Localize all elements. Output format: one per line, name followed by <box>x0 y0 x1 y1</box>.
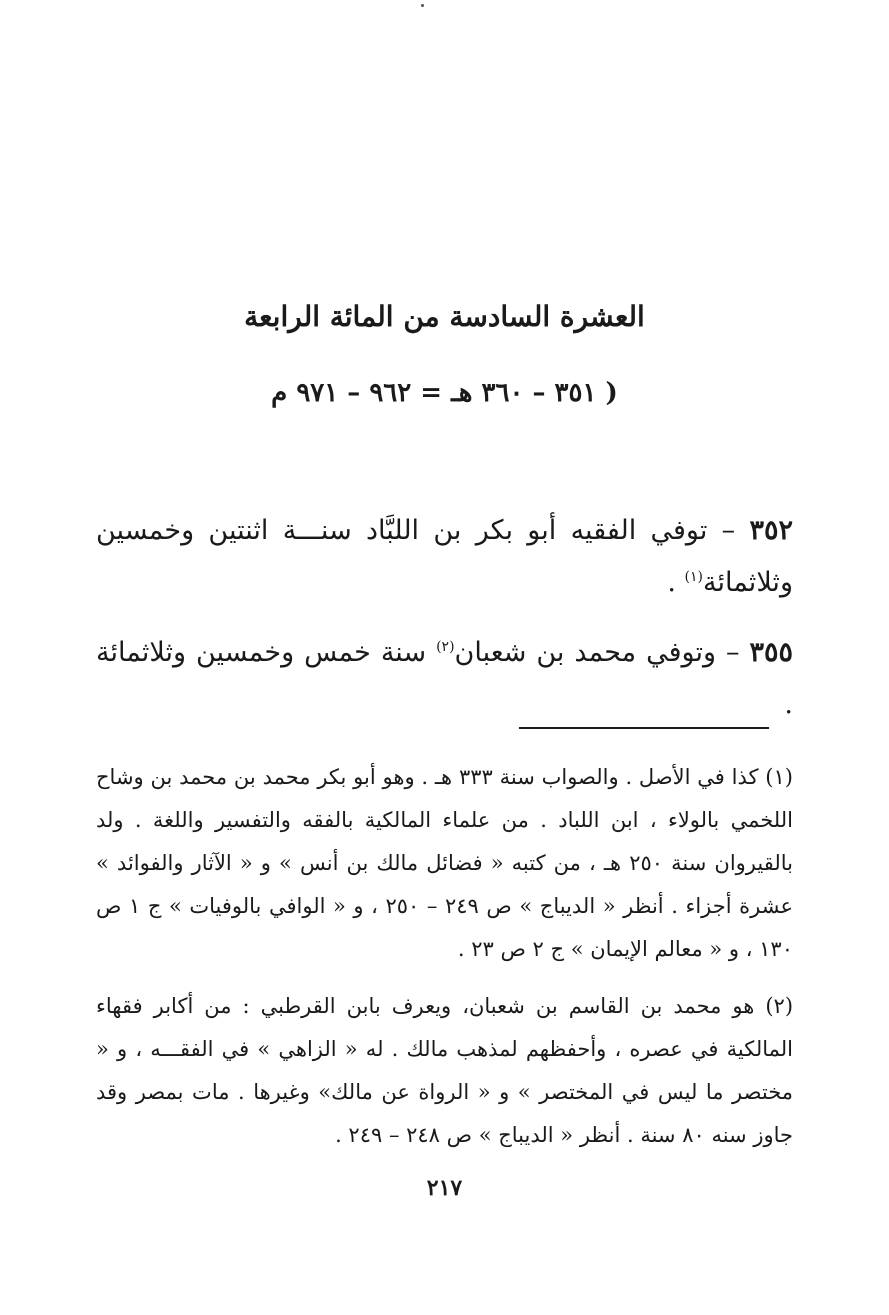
footnote-mark: (٢) <box>436 639 455 655</box>
section-title: العشرة السادسة من المائة الرابعة <box>244 300 645 333</box>
entry-number: ٣٥٥ <box>749 637 793 668</box>
entry-text: – توفي الفقيه أبو بكر بن اللبَّاد سنـــة اثنتين وخمسين وثلاثمائة <box>96 515 793 598</box>
footnote-1: (١) كذا في الأصل . والصواب سنة ٣٣٣ هـ . وهو أبو بكر محمد بن محمد بن وشاح اللخمي بالولاء ، ابن اللباد . من علماء المالكية بالفقه والتفسير واللغة . ولد بالقيروان سنة ٢٥٠ هـ ، من كتبه « فضائل مالك بن أنس » و « الآثار والفوائد » عشرة أجزاء . أنظر « الديباج » ص ٢٤٩ – ٢٥٠ ، و « الوافي بالوفيات » ج ١ ص ١٣٠ ، و « معالم الإيمان » ج ٢ ص ٢٣ . <box>96 765 794 961</box>
page-number: ٢١٧ <box>426 1175 463 1201</box>
entry-end: . <box>667 567 685 598</box>
footnote-2: (٢) هو محمد بن القاسم بن شعبان، ويعرف بابن القرطبي : من أكابر فقهاء المالكية في عصره ، وأحفظهم لمذهب مالك . له « الزاهي » في الفقـــه ، و « مختصر ما ليس في المختصر » و « الرواة عن مالك» وغيرها . مات بمصر وقد جاوز سنه ٨٠ سنة . أنظر « الديباج » ص ٢٤٨ – ٢٤٩ . <box>96 994 794 1147</box>
footnote-divider <box>519 727 769 729</box>
speck-mark <box>421 4 424 7</box>
entry-end: سنة خمس وخمسين وثلاثمائة . <box>96 637 793 720</box>
entry-number: ٣٥٢ <box>749 515 793 546</box>
entry-text: – وتوفي محمد بن شعبان <box>454 637 750 668</box>
section-dates: ( ٣٥١ – ٣٦٠ هـ = ٩٦٢ – ٩٧١ م <box>271 378 618 408</box>
entry-355 <box>96 627 793 731</box>
footnote-mark: (١) <box>684 569 703 585</box>
entry-352 <box>96 505 793 609</box>
